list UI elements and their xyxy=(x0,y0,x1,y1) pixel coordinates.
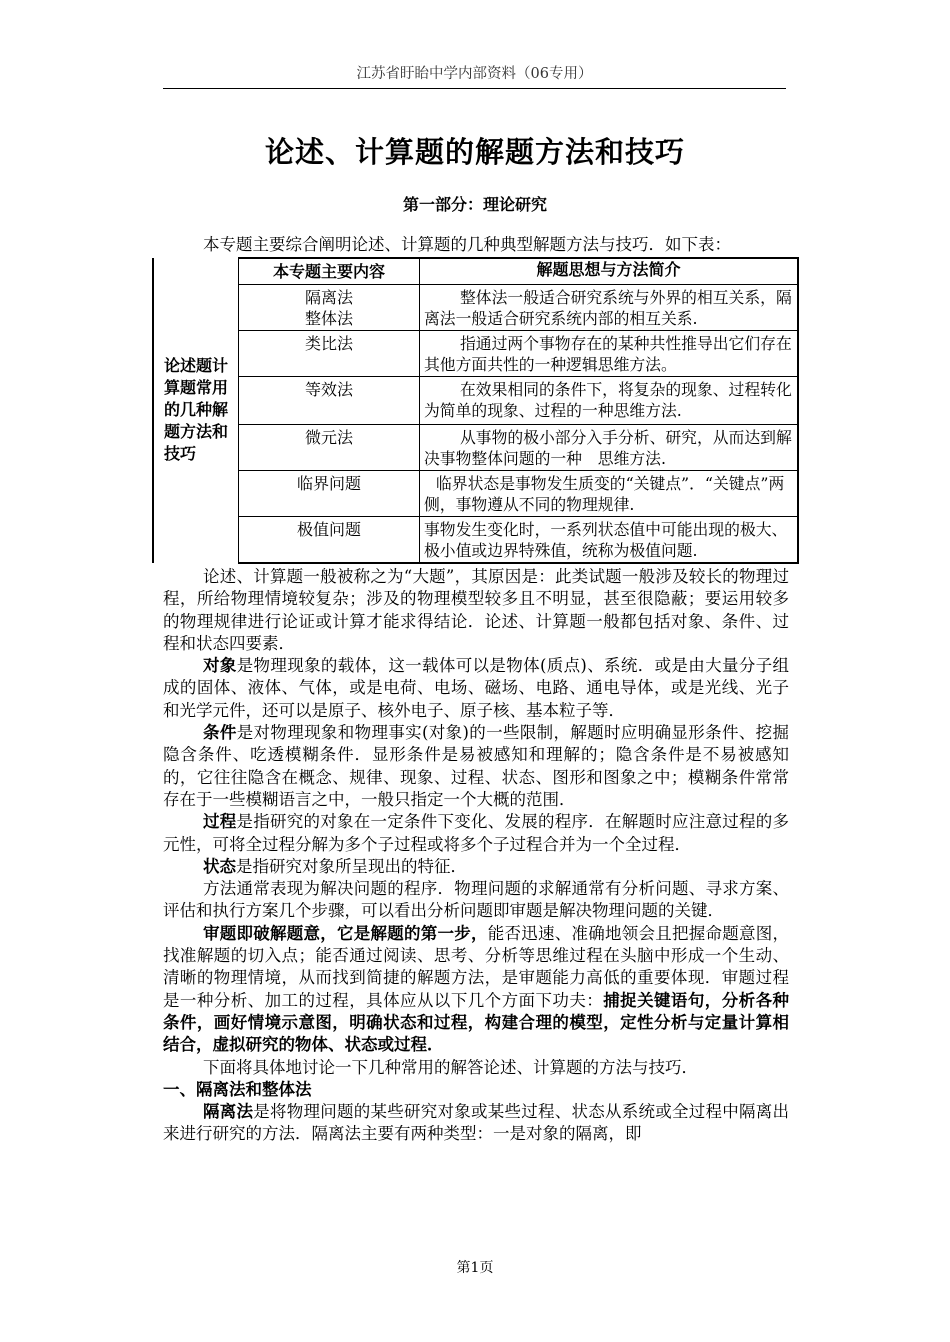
method-cell: 微元法 xyxy=(239,425,420,471)
page-header: 江苏省盱眙中学内部资料（06专用） xyxy=(163,62,786,89)
keyword: 捕捉关键语句，分析各种条件，画好情境示意图，明确状态和过程，构建合理的模型，定性分析与定量计算相结合，虚拟研究的物体、状态或过程． xyxy=(163,990,790,1055)
section-subtitle: 第一部分：理论研究 xyxy=(402,195,547,214)
paragraph-text: 是指研究的对象在一定条件下变化、发展的程序．在解题时应注意过程的多元性，可将全过程分解为多个子过程或将多个子过程合并为一个全过程． xyxy=(163,812,789,854)
methods-summary-table xyxy=(152,257,799,564)
method-desc-cell: 指通过两个事物存在的某种共性推导出它们存在其他方面共性的一种逻辑思维方法。 xyxy=(420,331,799,377)
paragraph: 论述、计算题一般被称之为“大题”，其原因是：此类试题一般涉及较长的物理过程，所给物理情境较复杂；涉及的物理模型较多且不明显，甚至很隐蔽；要运用较多的物理规律进行论证或计算才能求得结论．论述、计算题一般都包括对象、条件、过程和状态四要素． xyxy=(163,567,789,653)
body-text xyxy=(163,566,789,1146)
table-row-header: 论述题计算题常用的几种解题方法和技巧 xyxy=(153,258,239,563)
keyword: 条件 xyxy=(203,723,237,743)
paragraph-text: 是对物理现象和物理事实(对象)的一些限制，解题时应明确显形条件、挖掘隐含条件、吃透模糊条件．显形条件是易被感知和理解的；隐含条件是不易被感知的，它往往隐含在概念、规律、现象、过程、状态、图形和图象之中；模糊条件常常存在于一些模糊语言之中，一般只指定一个大概的范围． xyxy=(163,723,790,809)
document-title: 论述、计算题的解题方法和技巧 xyxy=(264,135,685,169)
keyword: 隔离法 xyxy=(203,1102,254,1122)
intro-paragraph: 本专题主要综合阐明论述、计算题的几种典型解题方法与技巧．如下表： xyxy=(203,235,731,254)
paragraph-text: 是物理现象的载体，这一载体可以是物体(质点)、系统．或是由大量分子组成的固体、液体、气体，或是电荷、电场、磁场、电路、通电导体，或是光线、光子和光学元件，还可以是原子、核外电子、原子核、基本粒子等． xyxy=(163,656,790,720)
paragraph-text: 是将物理问题的某些研究对象或某些过程、状态从系统或全过程中隔离出来进行研究的方法．隔离法主要有两种类型：一是对象的隔离，即 xyxy=(163,1102,789,1144)
paragraph xyxy=(163,655,789,722)
method-cell: 类比法 xyxy=(239,331,420,377)
method-desc-cell: 从事物的极小部分入手分析、研究，从而达到解决事物整体问题的一种 思维方法. xyxy=(420,425,799,471)
keyword: 审题即破解题意，它是解题的第一步， xyxy=(203,923,488,943)
paragraph xyxy=(163,856,789,878)
method-desc-cell: 临界状态是事物发生质变的“关键点”．“关键点”两侧，事物遵从不同的物理规律. xyxy=(420,471,799,517)
method-cell: 极值问题 xyxy=(239,517,420,563)
method-desc-cell: 整体法一般适合研究系统与外界的相互关系，隔离法一般适合研究系统内部的相互关系. xyxy=(420,285,799,331)
keyword: 对象 xyxy=(203,656,237,676)
paragraph xyxy=(163,1101,789,1146)
keyword: 过程 xyxy=(203,812,237,832)
page-number: 第1页 xyxy=(456,1260,494,1276)
method-cell: 临界问题 xyxy=(239,471,420,517)
paragraph-text: 是指研究对象所呈现出的特征． xyxy=(236,856,467,876)
method-desc-cell: 在效果相同的条件下，将复杂的现象、过程转化为简单的现象、过程的一种思维方法. xyxy=(420,377,799,425)
paragraph xyxy=(163,722,789,811)
section-heading: 一、隔离法和整体法 xyxy=(163,1079,312,1099)
table-col-header-desc: 解题思想与方法简介 xyxy=(420,258,799,285)
keyword: 状态 xyxy=(203,856,236,876)
paragraph: 下面将具体地讨论一下几种常用的解答论述、计算题的方法与技巧． xyxy=(203,1057,698,1077)
paragraph-text: 能否迅速、准确地领会且把握命题意图，找准解题的切入点；能否通过阅读、思考、分析等思维过程在头脑中形成一个生动、清晰的物理情境，从而找到简捷的解题方法，是审题能力高低的重要体现．审题过程是一种分析、加工的过程，具体应从以下几个方面下功夫： xyxy=(163,923,789,1010)
method-cell: 等效法 xyxy=(239,377,420,425)
paragraph: 方法通常表现为解决问题的程序．物理问题的求解通常有分析问题、寻求方案、评估和执行方案几个步骤，可以看出分析问题即审题是解决物理问题的关键． xyxy=(163,879,789,921)
method-cell: 隔离法 整体法 xyxy=(239,285,420,331)
method-desc-cell: 事物发生变化时，一系列状态值中可能出现的极大、极小值或边界特殊值，统称为极值问题. xyxy=(420,517,799,563)
paragraph xyxy=(163,923,789,1057)
paragraph xyxy=(163,811,789,856)
table-col-header-methods: 本专题主要内容 xyxy=(239,258,420,285)
